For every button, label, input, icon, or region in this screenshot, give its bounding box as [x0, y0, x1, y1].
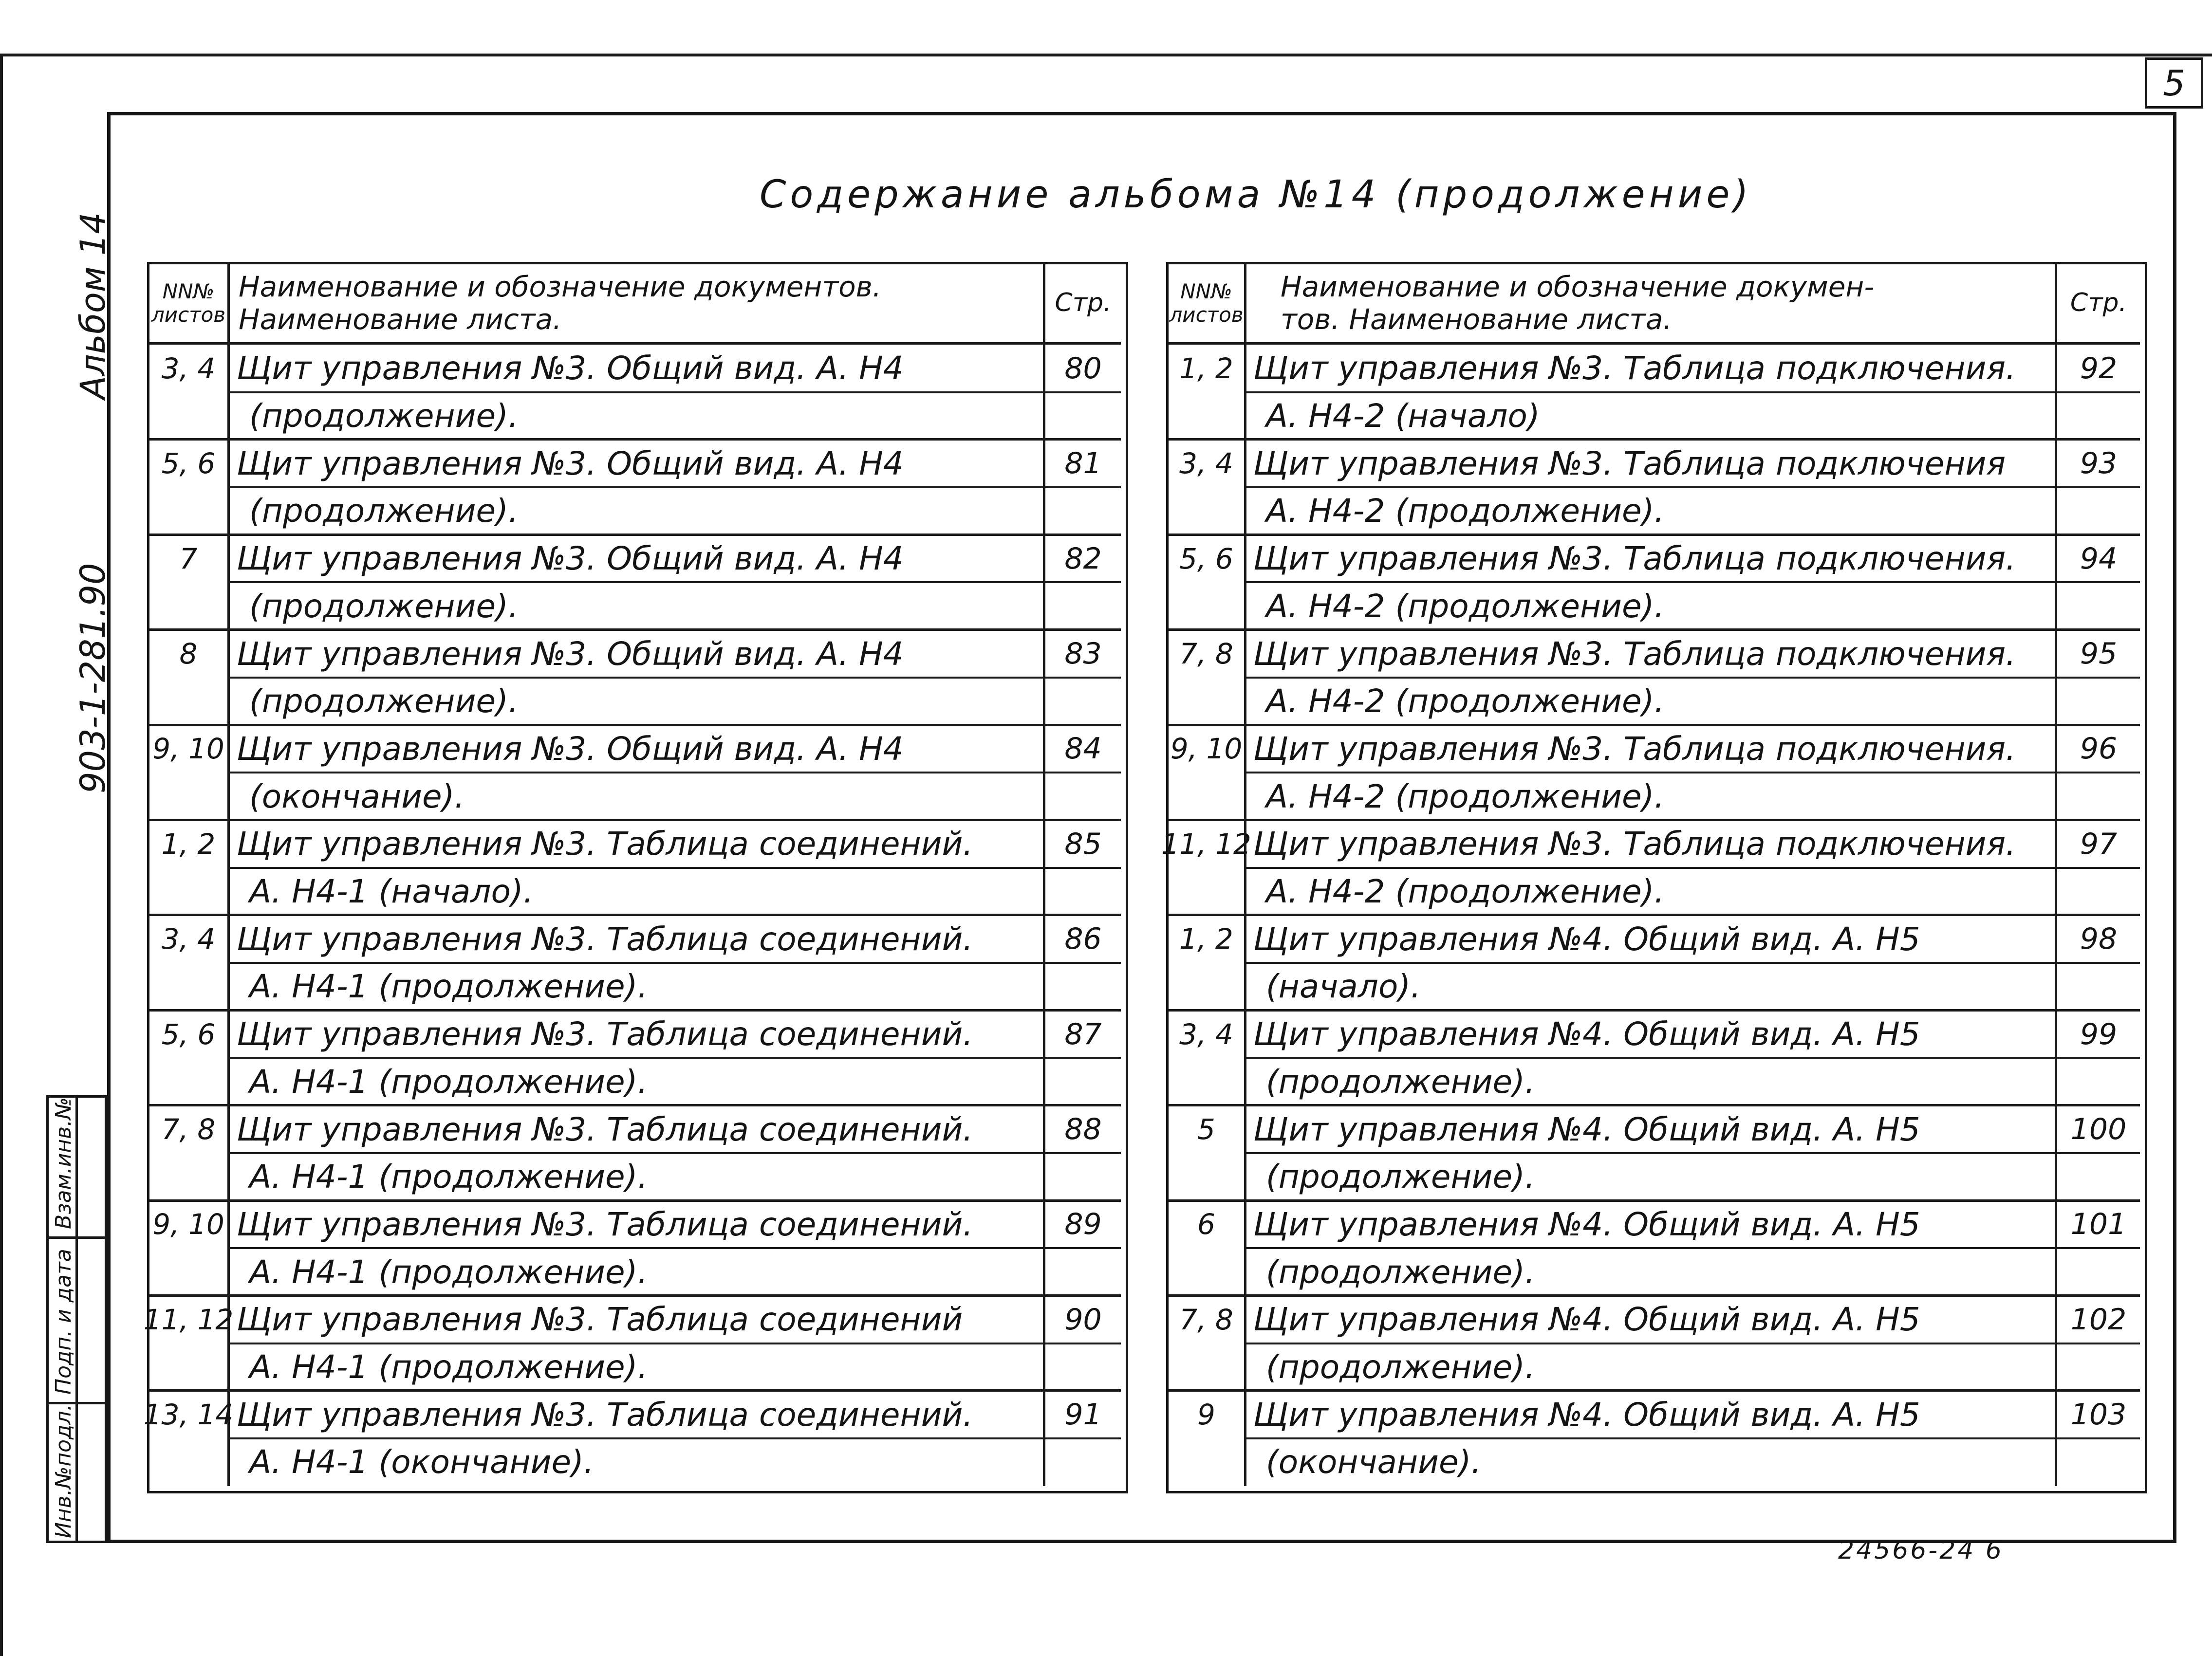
- row-name-line2: А. Н4-1 (продолжение).: [249, 1253, 648, 1291]
- row-sheet-numbers: 5, 6: [1179, 542, 1233, 575]
- margin-document-code: 903-1-281.90: [73, 563, 113, 793]
- row-name-line2: (начало).: [1266, 968, 1421, 1006]
- row-mid-line: [1244, 1343, 2140, 1344]
- left-header-name-line2: Наименование листа.: [239, 303, 562, 336]
- row-sheet-numbers: 5: [1197, 1113, 1215, 1146]
- table-row: [149, 1105, 1121, 1200]
- row-name-line1: Щит управления №3. Таблица соединений.: [237, 825, 973, 863]
- row-sheet-numbers: 3, 4: [1179, 447, 1233, 480]
- row-name-line2: (продолжение).: [1266, 1063, 1535, 1101]
- row-name-line2: А. Н4-1 (продолжение).: [249, 1063, 648, 1101]
- document-title: Содержание альбома №14 (продолжение): [760, 173, 1752, 217]
- stamp-original-inventory: Инв.№подл.: [51, 1404, 76, 1538]
- stamp-sign-date: Подп. и дата: [51, 1249, 76, 1395]
- row-name-line2: (продолжение).: [249, 682, 519, 720]
- row-name-line2: (продолжение).: [1266, 1158, 1535, 1196]
- row-name-line1: Щит управления №3. Таблица соединений: [237, 1301, 963, 1339]
- row-mid-line: [227, 962, 1121, 964]
- row-name-line2: А. Н4-1 (окончание).: [249, 1443, 594, 1481]
- table-row: [149, 915, 1121, 1010]
- row-mid-line: [1244, 391, 2140, 393]
- footer-archive-code: 24566-24 6: [1838, 1536, 2004, 1565]
- row-sheet-numbers: 3, 4: [161, 351, 216, 385]
- row-page-number: 96: [2080, 732, 2118, 766]
- row-sheet-numbers: 8: [179, 637, 198, 671]
- row-name-line1: Щит управления №4. Общий вид. А. Н5: [1253, 920, 1920, 958]
- row-page-number: 87: [1064, 1017, 1102, 1051]
- row-page-number: 85: [1064, 827, 1102, 861]
- row-name-line1: Щит управления №4. Общий вид. А. Н5: [1253, 1015, 1920, 1053]
- row-mid-line: [1244, 962, 2140, 964]
- row-name-line1: Щит управления №4. Общий вид. А. Н5: [1253, 1205, 1920, 1243]
- row-page-number: 91: [1064, 1398, 1102, 1432]
- table-row: [149, 440, 1121, 534]
- row-sheet-numbers: 3, 4: [161, 922, 216, 956]
- row-sheet-numbers: 7, 8: [1179, 1303, 1233, 1336]
- row-page-number: 84: [1064, 732, 1102, 766]
- row-page-number: 92: [2080, 351, 2118, 386]
- row-name-line2: А. Н4-2 (продолжение).: [1266, 777, 1665, 815]
- row-mid-line: [227, 1057, 1121, 1059]
- row-sheet-numbers: 11, 12: [143, 1303, 234, 1336]
- row-page-number: 88: [1064, 1112, 1102, 1147]
- margin-album-label: Альбом 14: [73, 212, 113, 399]
- row-page-number: 80: [1064, 351, 1102, 386]
- row-mid-line: [227, 772, 1121, 773]
- row-mid-line: [227, 1247, 1121, 1249]
- row-mid-line: [1244, 1057, 2140, 1059]
- row-page-number: 98: [2080, 922, 2118, 957]
- row-name-line2: А. Н4-1 (начало).: [249, 873, 534, 911]
- row-mid-line: [227, 391, 1121, 393]
- row-sheet-numbers: 9: [1197, 1398, 1215, 1432]
- row-page-number: 102: [2070, 1302, 2127, 1337]
- row-name-line1: Щит управления №3. Таблица подключения.: [1253, 540, 2016, 578]
- table-row: [1169, 535, 2140, 630]
- row-name-line1: Щит управления №3. Общий вид. А. Н4: [237, 730, 904, 768]
- row-sheet-numbers: 1, 2: [1179, 351, 1233, 385]
- row-page-number: 90: [1064, 1302, 1102, 1337]
- table-row: [149, 1011, 1121, 1105]
- sheet-top-edge: [0, 54, 2212, 56]
- row-mid-line: [1244, 1247, 2140, 1249]
- table-row: [1161, 820, 2140, 915]
- row-name-line2: (продолжение).: [1266, 1253, 1535, 1291]
- left-header-num: NN№ листов: [151, 279, 226, 327]
- row-name-line1: Щит управления №4. Общий вид. А. Н5: [1253, 1396, 1920, 1434]
- table-row: [1169, 440, 2140, 534]
- row-name-line1: Щит управления №3. Таблица подключения.: [1253, 825, 2016, 863]
- row-mid-line: [227, 867, 1121, 869]
- row-name-line1: Щит управления №3. Таблица соединений.: [237, 1110, 973, 1148]
- row-page-number: 95: [2080, 637, 2118, 671]
- row-page-number: 99: [2080, 1017, 2118, 1051]
- row-name-line1: Щит управления №3. Таблица соединений.: [237, 1396, 973, 1434]
- row-name-line2: А. Н4-1 (продолжение).: [249, 968, 648, 1006]
- table-row: [149, 725, 1121, 820]
- table-row: [143, 1391, 1121, 1486]
- row-mid-line: [227, 677, 1121, 679]
- row-sheet-numbers: 6: [1197, 1208, 1215, 1241]
- table-row: [1169, 630, 2140, 725]
- row-page-number: 97: [2080, 827, 2118, 861]
- table-row: [1169, 1296, 2140, 1391]
- table-row: [1169, 345, 2140, 440]
- row-name-line1: Щит управления №4. Общий вид. А. Н5: [1253, 1301, 1920, 1339]
- row-name-line1: Щит управления №3. Таблица соединений.: [237, 1205, 973, 1243]
- row-page-number: 101: [2070, 1207, 2127, 1242]
- row-name-line1: Щит управления №3. Таблица подключения.: [1253, 730, 2016, 768]
- row-name-line2: А. Н4-2 (продолжение).: [1266, 873, 1665, 911]
- row-page-number: 94: [2080, 541, 2118, 576]
- row-mid-line: [227, 486, 1121, 488]
- row-sheet-numbers: 7, 8: [1179, 637, 1233, 671]
- row-mid-line: [1244, 581, 2140, 583]
- row-sheet-numbers: 5, 6: [161, 1017, 216, 1051]
- row-sheet-numbers: 5, 6: [161, 447, 216, 480]
- row-mid-line: [1244, 867, 2140, 869]
- table-row: [1169, 1391, 2140, 1486]
- row-name-line1: Щит управления №3. Таблица подключения.: [1253, 635, 2016, 673]
- left-header-page: Стр.: [1055, 288, 1112, 318]
- row-sheet-numbers: 1, 2: [161, 827, 216, 861]
- sheet-number: 5: [2163, 62, 2185, 104]
- contents-table-left: [143, 262, 1128, 1493]
- row-name-line1: Щит управления №3. Общий вид. А. Н4: [237, 540, 904, 578]
- row-page-number: 89: [1064, 1207, 1102, 1242]
- table-row: [1169, 1011, 2140, 1105]
- table-row: [143, 1296, 1121, 1391]
- row-sheet-numbers: 11, 12: [1161, 827, 1251, 861]
- stamp-replaced-inventory: Взам.инв.№: [51, 1097, 76, 1229]
- contents-table-right: [1161, 262, 2147, 1493]
- sheet-left-edge: [0, 54, 3, 1656]
- table-row: [149, 535, 1121, 630]
- row-name-line1: Щит управления №3. Общий вид. А. Н4: [237, 444, 904, 482]
- table-row: [1169, 915, 2140, 1010]
- row-name-line1: Щит управления №3. Общий вид. А. Н4: [237, 350, 904, 387]
- row-name-line1: Щит управления №4. Общий вид. А. Н5: [1253, 1110, 1920, 1148]
- row-page-number: 81: [1064, 446, 1102, 481]
- row-sheet-numbers: 7, 8: [161, 1113, 216, 1146]
- row-name-line2: А. Н4-2 (начало): [1266, 397, 1540, 435]
- row-sheet-numbers: 13, 14: [143, 1398, 234, 1432]
- row-name-line2: А. Н4-1 (продолжение).: [249, 1158, 648, 1196]
- table-row: [1169, 1201, 2140, 1296]
- row-mid-line: [1244, 1152, 2140, 1154]
- table-row: [149, 345, 1121, 440]
- table-row: [1169, 1105, 2140, 1200]
- row-sheet-numbers: 3, 4: [1179, 1017, 1233, 1051]
- left-header-name: [230, 264, 1043, 342]
- row-mid-line: [1244, 1437, 2140, 1439]
- row-sheet-numbers: 9, 10: [152, 1208, 224, 1241]
- table-row: [149, 630, 1121, 725]
- row-page-number: 100: [2070, 1112, 2127, 1147]
- row-mid-line: [1244, 677, 2140, 679]
- row-sheet-numbers: 1, 2: [1179, 922, 1233, 956]
- row-name-line2: А. Н4-2 (продолжение).: [1266, 492, 1665, 530]
- row-name-line1: Щит управления №3. Таблица соединений.: [237, 1015, 973, 1053]
- table-row: [149, 1201, 1121, 1296]
- sheet-number-box: [2145, 57, 2203, 109]
- stamp-divider-1: [46, 1236, 107, 1239]
- row-name-line1: Щит управления №3. Общий вид. А. Н4: [237, 635, 904, 673]
- row-page-number: 93: [2080, 446, 2118, 481]
- row-name-line1: Щит управления №3. Таблица соединений.: [237, 920, 973, 958]
- table-row: [1169, 725, 2140, 820]
- table-row: [149, 820, 1121, 915]
- right-header-name: [1246, 264, 2055, 342]
- row-mid-line: [227, 1437, 1121, 1439]
- row-sheet-numbers: 9, 10: [152, 732, 224, 766]
- row-page-number: 83: [1064, 637, 1102, 671]
- row-name-line2: (продолжение).: [249, 492, 519, 530]
- row-mid-line: [1244, 486, 2140, 488]
- row-name-line2: (продолжение).: [1266, 1348, 1535, 1386]
- row-mid-line: [227, 1343, 1121, 1344]
- row-mid-line: [227, 1152, 1121, 1154]
- row-name-line2: А. Н4-2 (продолжение).: [1266, 587, 1665, 625]
- row-sheet-numbers: 9, 10: [1170, 732, 1243, 766]
- row-name-line2: (продолжение).: [249, 397, 519, 435]
- row-name-line2: А. Н4-1 (продолжение).: [249, 1348, 648, 1386]
- row-sheet-numbers: 7: [179, 542, 198, 575]
- row-name-line1: Щит управления №3. Таблица подключения.: [1253, 350, 2016, 387]
- row-page-number: 82: [1064, 541, 1102, 576]
- left-header-name-line1: Наименование и обозначение документов.: [239, 270, 882, 304]
- row-mid-line: [1244, 772, 2140, 773]
- row-name-line1: Щит управления №3. Таблица подключения: [1253, 444, 2006, 482]
- right-header-num: NN№ листов: [1169, 279, 1244, 327]
- row-page-number: 86: [1064, 922, 1102, 957]
- row-name-line2: (окончание).: [249, 777, 465, 815]
- right-header-name-line2: тов. Наименование листа.: [1281, 303, 1672, 336]
- right-header-page: Стр.: [2070, 288, 2127, 318]
- row-name-line2: А. Н4-2 (продолжение).: [1266, 682, 1665, 720]
- row-mid-line: [227, 581, 1121, 583]
- row-page-number: 103: [2070, 1398, 2127, 1432]
- row-name-line2: (окончание).: [1266, 1443, 1482, 1481]
- right-header-name-line1: Наименование и обозначение докумен-: [1281, 270, 1875, 304]
- row-name-line2: (продолжение).: [249, 587, 519, 625]
